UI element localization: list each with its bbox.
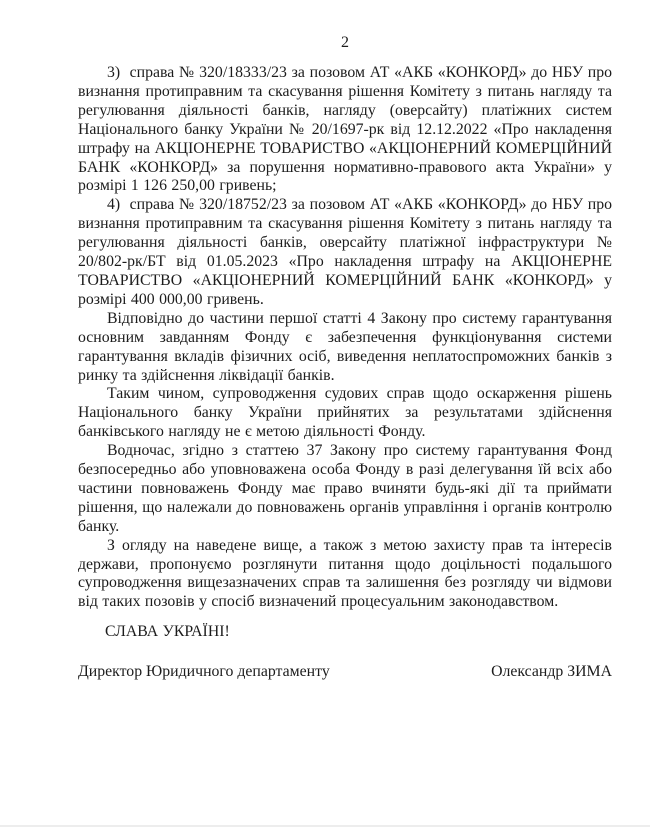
document-body	[78, 64, 612, 682]
signature-row	[78, 663, 612, 682]
closing-slogan: СЛАВА УКРАЇНІ!	[105, 623, 230, 641]
signature-title: Директор Юридичного департаменту	[78, 663, 330, 681]
page-number: 2	[341, 34, 349, 51]
body-paragraph-conclusion-purpose: Таким чином, супроводження судових справ щодо оскарження рішень Національного банку України прийнятих за результатами здійснення банківського нагляду не є метою діяльності Фонду.	[78, 385, 612, 441]
body-paragraph-law-article-37: Водночас, згідно з статтею 37 Закону про систему гарантування Фонд безпосередньо або уповноважена особа Фонду в разі делегування їй всіх або частини повноважень Фонду має право вчиняти будь-які дії та приймати рішення, що належали до повноважень органів управління і органів контролю банку.	[78, 442, 612, 535]
body-paragraph-proposal: З огляду на наведене вище, а також з метою захисту прав та інтересів держави, пропонуємо розглянути питання щодо доцільності подальшого супроводження вищезазначених справ та залишення без розгляду чи відмови від таких позовів у спосіб визначений процесуальним законодавством.	[78, 536, 612, 611]
signature-name: Олександр ЗИМА	[491, 663, 612, 681]
body-paragraph-case-3: 3) справа № 320/18333/23 за позовом АТ «АКБ «КОНКОРД» до НБУ про визнання протиправним та скасування рішення Комітету з питань нагляду та регулювання діяльності банків, нагляду (оверсайту) платіжних систем Національного банку України № 20/1697-рк від 12.12.2022 «Про накладення штрафу на АКЦІОНЕРНЕ ТОВАРИСТВО «АКЦІОНЕРНИЙ КОМЕРЦІЙНИЙ БАНК «КОНКОРД» за порушення нормативно-правового акта України» у розмірі 1 126 250,00 гривень;	[78, 64, 612, 195]
body-paragraph-law-article-4: Відповідно до частини першої статті 4 Закону про систему гарантування основним завданням Фонду є забезпечення функціонування системи гарантування вкладів фізичних осіб, виведення неплатоспроможних банків з ринку та здійснення ліквідації банків.	[78, 309, 612, 384]
body-paragraph-case-4: 4) справа № 320/18752/23 за позовом АТ «АКБ «КОНКОРД» до НБУ про визнання протиправним та скасування рішення Комітету з питань нагляду та регулювання діяльності банків, оверсайту платіжної інфраструктури № 20/802-рк/БТ від 01.05.2023 «Про накладення штрафу на АКЦІОНЕРНЕ ТОВАРИСТВО «АКЦІОНЕРНИЙ КОМЕРЦІЙНИЙ БАНК «КОНКОРД» у розмірі 400 000,00 гривень.	[78, 196, 612, 308]
